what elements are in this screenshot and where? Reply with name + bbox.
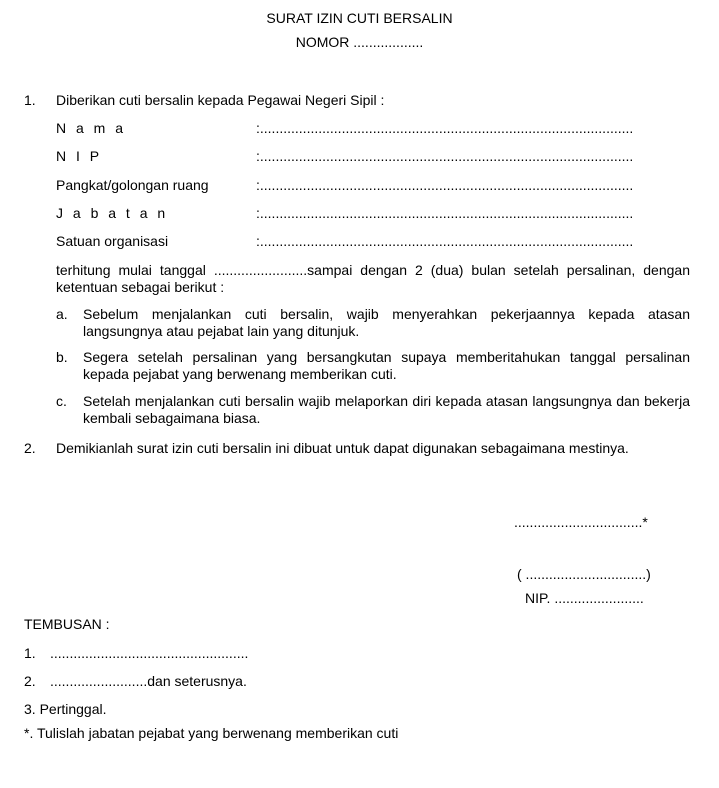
document-number xyxy=(0,34,719,51)
field-label-satuan: Satuan organisasi xyxy=(56,233,169,249)
field-label-pangkat: Pangkat/golongan ruang xyxy=(56,177,209,193)
item-b-mark: b. xyxy=(56,349,68,365)
section-2-number: 2. xyxy=(24,440,36,456)
field-label-jabatan: J a b a t a n xyxy=(56,205,169,221)
nip-label: NIP. xyxy=(525,590,551,606)
tembusan-item-3-text: 3. Pertinggal. xyxy=(24,701,107,717)
document-title: SURAT IZIN CUTI BERSALIN xyxy=(266,10,453,26)
signatory-position-line: .................................* xyxy=(514,514,648,530)
tembusan-item-2-number: 2. xyxy=(24,673,36,689)
section-1-intro: Diberikan cuti bersalin kepada Pegawai Negeri Sipil : xyxy=(56,92,385,108)
field-label-nip: N I P xyxy=(56,148,103,164)
field-label-nama: N a m a xyxy=(56,120,127,136)
number-label: NOMOR xyxy=(295,34,350,50)
period-text: terhitung mulai tanggal ........................sampai dengan 2 (dua) bulan setelah persalinan, dengan ketentuan sebagai berikut : xyxy=(56,262,690,295)
item-a-mark: a. xyxy=(56,306,68,322)
item-c-text: Setelah menjalankan cuti bersalin wajib melaporkan diri kepada atasan langsungnya dan bekerja kembali sebagaimana biasa. xyxy=(83,393,690,426)
tembusan-title: TEMBUSAN : xyxy=(24,616,110,632)
field-fill-nama: :................................................................................................ xyxy=(256,120,634,136)
section-2-text: Demikianlah surat izin cuti bersalin ini dibuat untuk dapat digunakan sebagaimana mestinya. xyxy=(56,440,629,456)
item-b-text: Segera setelah persalinan yang bersangkutan supaya memberitahukan tanggal persalinan kepada pejabat yang berwenang memberikan cuti. xyxy=(83,349,690,382)
item-c-mark: c. xyxy=(56,393,67,409)
field-fill-satuan: :................................................................................................ xyxy=(256,233,634,249)
tembusan-item-2-text: .........................dan seterusnya. xyxy=(50,673,247,689)
field-fill-pangkat: :................................................................................................ xyxy=(256,177,634,193)
nip-dots: ....................... xyxy=(554,590,644,606)
footnote: *. Tulislah jabatan pejabat yang berwenang memberikan cuti xyxy=(24,725,399,741)
tembusan-item-1-number: 1. xyxy=(24,645,36,661)
signatory-name-line: ( ...............................) xyxy=(517,566,651,582)
field-fill-nip: :................................................................................................ xyxy=(256,148,634,164)
section-1-number: 1. xyxy=(24,92,36,108)
signatory-nip xyxy=(525,590,644,607)
item-a-text: Sebelum menjalankan cuti bersalin, wajib menyerahkan pekerjaannya kepada atasan langsungnya atau pejabat lain yang ditunjuk. xyxy=(83,306,690,339)
tembusan-item-1-text: ................................................... xyxy=(50,645,249,661)
field-fill-jabatan: :................................................................................................ xyxy=(256,205,634,221)
number-dots: .................. xyxy=(353,34,424,50)
